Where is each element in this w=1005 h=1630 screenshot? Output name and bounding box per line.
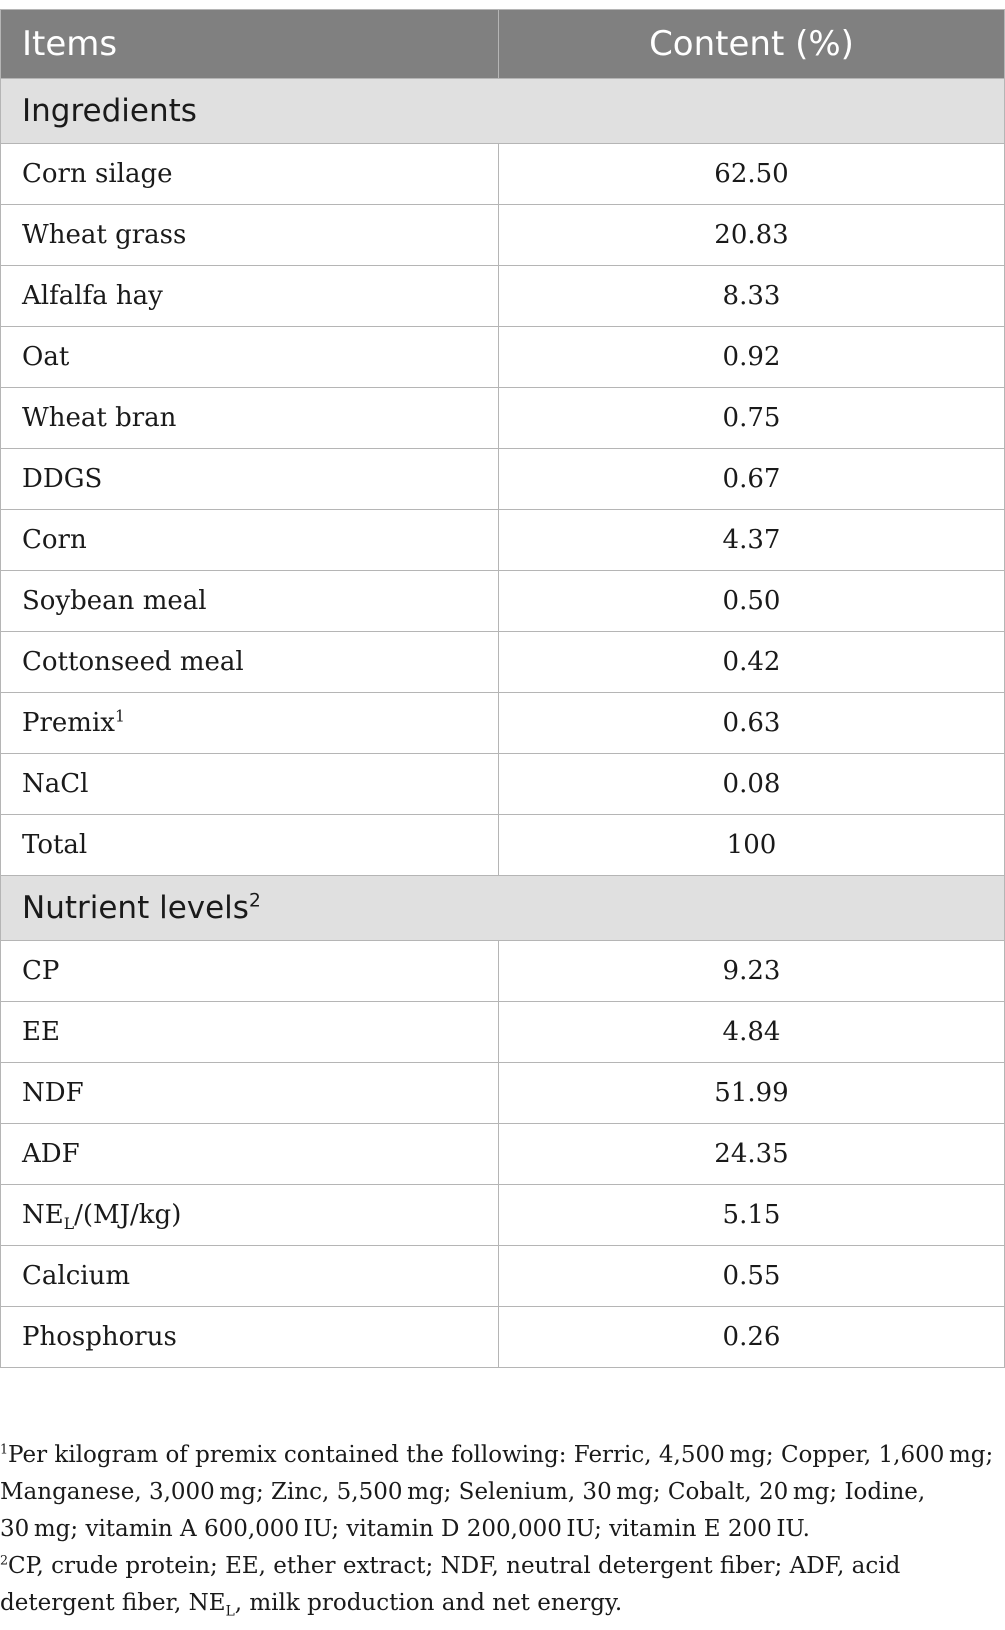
item-name: [1, 1063, 499, 1124]
section-row: [1, 876, 1005, 941]
feed-composition-table: [0, 9, 1005, 1368]
item-value: 0.63: [499, 693, 1005, 754]
item-name-text: Oat: [22, 342, 70, 372]
item-name: [1, 388, 499, 449]
item-name-text: Premix: [22, 708, 115, 738]
table-row: [1, 1185, 1005, 1246]
item-name-text: Alfalfa hay: [22, 281, 163, 311]
table-row: [1, 941, 1005, 1002]
table-row: [1, 327, 1005, 388]
item-name-subscript: L: [63, 1215, 75, 1234]
footnote-1-mark: 1: [0, 1441, 9, 1457]
item-name: [1, 449, 499, 510]
table-row: [1, 144, 1005, 205]
table-row: [1, 754, 1005, 815]
item-name: [1, 571, 499, 632]
item-value: 51.99: [499, 1063, 1005, 1124]
section-row: [1, 79, 1005, 144]
item-value: 4.37: [499, 510, 1005, 571]
table-row: [1, 266, 1005, 327]
footnote-2-text-after: , milk production and net energy.: [234, 1590, 623, 1616]
item-name: [1, 1246, 499, 1307]
item-name-text: ADF: [22, 1139, 80, 1169]
footnote-2-text-before: CP, crude protein; EE, ether extract; NDF, neutral detergent fiber; ADF, acid detergent fiber, NE: [0, 1553, 901, 1616]
section-title-text: Nutrient levels: [22, 890, 249, 926]
header-content: Content (%): [499, 10, 1005, 79]
item-name: [1, 632, 499, 693]
table-body: [1, 79, 1005, 1368]
item-name: [1, 205, 499, 266]
item-name: [1, 815, 499, 876]
footnote-1-text: Per kilogram of premix contained the following: Ferric, 4,500 mg; Copper, 1,600 mg; Manganese, 3,000 mg; Zinc, 5,500 mg; Selenium, 30 mg; Cobalt, 20 mg; Iodine, 30 mg; vitamin A 600,000 IU; vitamin D 200,000 IU; vitamin E 200 IU.: [0, 1442, 994, 1542]
item-name: [1, 266, 499, 327]
item-value: 0.50: [499, 571, 1005, 632]
table-row: [1, 205, 1005, 266]
item-name: [1, 941, 499, 1002]
item-value: 0.08: [499, 754, 1005, 815]
table-header-row: [1, 10, 1005, 79]
table-row: [1, 632, 1005, 693]
item-value: 0.67: [499, 449, 1005, 510]
item-name-text: NE: [22, 1200, 64, 1230]
item-name-text: Phosphorus: [22, 1322, 177, 1352]
item-value: 20.83: [499, 205, 1005, 266]
table-row: [1, 571, 1005, 632]
footnote-2-sub: L: [225, 1603, 235, 1620]
section-title: [1, 79, 1005, 144]
item-name: [1, 144, 499, 205]
item-name-text: Corn: [22, 525, 87, 555]
item-name-text: NDF: [22, 1078, 84, 1108]
header-items: Items: [1, 10, 499, 79]
item-value: 0.42: [499, 632, 1005, 693]
item-name: [1, 510, 499, 571]
item-name-text: Wheat bran: [22, 403, 177, 433]
item-value: 62.50: [499, 144, 1005, 205]
item-name-text: CP: [22, 956, 60, 986]
item-name-text: Total: [22, 830, 88, 860]
table-row: [1, 1246, 1005, 1307]
item-value: 8.33: [499, 266, 1005, 327]
item-name-text: Soybean meal: [22, 586, 207, 616]
table-footnotes: [0, 1437, 1004, 1622]
table-row: [1, 815, 1005, 876]
footnote-mark: 2: [248, 890, 261, 912]
item-name-text: Wheat grass: [22, 220, 187, 250]
footnote-2-mark: 2: [0, 1552, 9, 1568]
table-row: [1, 1124, 1005, 1185]
item-value: 0.26: [499, 1307, 1005, 1368]
item-name: [1, 1002, 499, 1063]
item-name: [1, 754, 499, 815]
table-row: [1, 1002, 1005, 1063]
item-name: [1, 1124, 499, 1185]
item-value: 4.84: [499, 1002, 1005, 1063]
item-name-text: Cottonseed meal: [22, 647, 244, 677]
footnote-1: [0, 1437, 1004, 1548]
item-name-text: Calcium: [22, 1261, 130, 1291]
item-name: [1, 1307, 499, 1368]
table-row: [1, 1063, 1005, 1124]
item-name: [1, 1185, 499, 1246]
item-name-text: Corn silage: [22, 159, 173, 189]
item-name-suffix: /(MJ/kg): [74, 1200, 182, 1230]
table-row: [1, 510, 1005, 571]
section-title-text: Ingredients: [22, 93, 197, 129]
item-value: 9.23: [499, 941, 1005, 1002]
item-name-text: DDGS: [22, 464, 103, 494]
item-value: 0.55: [499, 1246, 1005, 1307]
table-row: [1, 388, 1005, 449]
footnote-mark: 1: [114, 707, 125, 726]
table-row: [1, 1307, 1005, 1368]
footnote-2: [0, 1548, 1004, 1622]
table-row: [1, 449, 1005, 510]
item-value: 0.75: [499, 388, 1005, 449]
item-name-text: EE: [22, 1017, 60, 1047]
table-row: [1, 693, 1005, 754]
item-name: [1, 693, 499, 754]
section-title: [1, 876, 1005, 941]
item-name: [1, 327, 499, 388]
item-value: 5.15: [499, 1185, 1005, 1246]
item-value: 100: [499, 815, 1005, 876]
item-value: 0.92: [499, 327, 1005, 388]
item-value: 24.35: [499, 1124, 1005, 1185]
item-name-text: NaCl: [22, 769, 89, 799]
